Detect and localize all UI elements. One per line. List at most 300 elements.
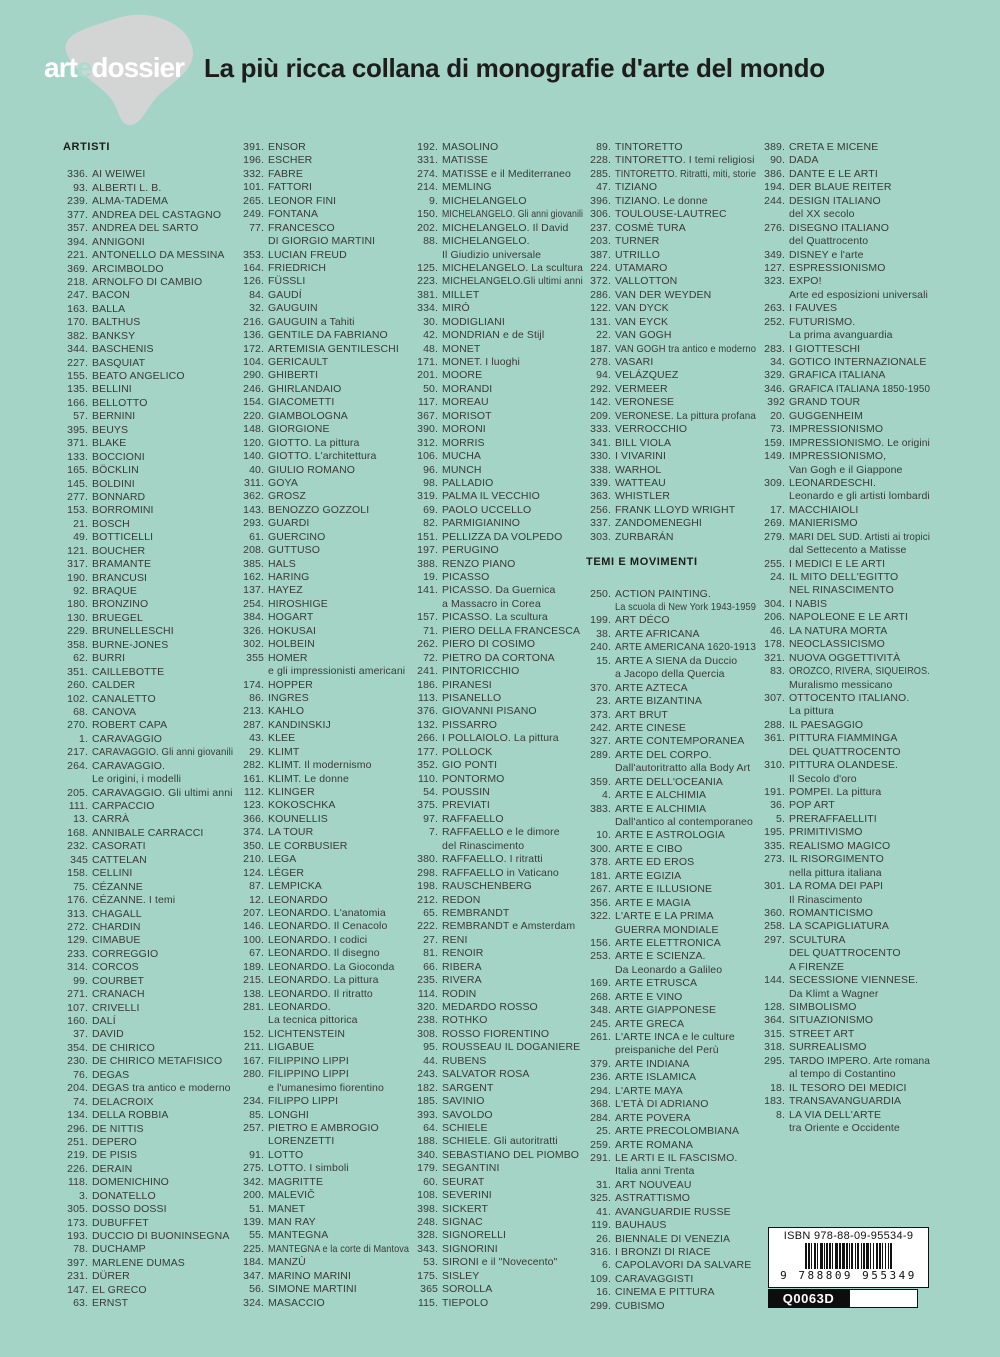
entry-number: 234.: [243, 1095, 264, 1108]
catalog-entry: [579, 628, 757, 641]
catalog-entry: [406, 316, 584, 329]
entry-title: LA ROMA DEI PAPI: [789, 880, 884, 893]
entry-title: RAFFAELLO: [442, 812, 504, 825]
catalog-entry: [232, 154, 410, 167]
entry-title: RIVERA: [442, 974, 482, 987]
entry-number: 248.: [417, 1216, 438, 1228]
entry-title: ROTHKO: [442, 1014, 488, 1027]
catalog-column-2: [232, 141, 410, 1310]
catalog-entry: [579, 829, 757, 842]
entry-number: 199.: [590, 614, 611, 627]
entry-number: 18.: [770, 1081, 785, 1094]
catalog-entry: [753, 262, 931, 275]
entry-number: 346.: [764, 382, 785, 395]
entry-title: SAVOLDO: [442, 1108, 493, 1121]
catalog-entry: [232, 947, 410, 960]
entry-number: 352.: [417, 759, 438, 772]
entry-title: IL PAESAGGIO: [789, 718, 864, 731]
product-code-ribbon: [768, 1289, 918, 1308]
entry-number: 153.: [67, 504, 88, 517]
entry-number: 204.: [67, 1082, 88, 1095]
catalog-entry: [232, 974, 410, 987]
catalog-entry: [56, 612, 234, 625]
catalog-entry-continuation: [406, 840, 584, 853]
catalog-entry: [579, 1112, 757, 1125]
entry-number: 71.: [423, 624, 438, 637]
catalog-entry: [232, 141, 410, 154]
catalog-entry: [753, 423, 931, 436]
entry-title: TINTORETTO. Ritratti, miti, storie: [615, 167, 757, 180]
entry-number: 299.: [590, 1299, 611, 1312]
entry-title: COURBET: [92, 974, 145, 987]
entry-number: 128.: [764, 1001, 785, 1013]
entry-title: VERONESE. La pittura profana: [615, 409, 756, 422]
catalog-entry: [232, 799, 410, 812]
entry-number: 267.: [590, 883, 611, 896]
entry-number: 374.: [243, 826, 264, 839]
entry-number: 235.: [417, 974, 438, 987]
catalog-entry: [753, 920, 931, 933]
entry-title: TINTORETTO. I temi religiosi: [615, 154, 755, 167]
entry-number: 261.: [590, 1031, 611, 1043]
entry-title: FONTANA: [268, 208, 319, 221]
entry-title: La scuola di New York 1943-1959: [615, 601, 757, 613]
entry-number: 51.: [249, 1202, 264, 1215]
entry-number: 247.: [67, 289, 88, 302]
catalog-entry: [406, 1082, 584, 1095]
catalog-entry: [579, 641, 757, 654]
entry-number: 290.: [243, 369, 264, 382]
catalog-entry: [753, 719, 931, 732]
entry-number: 49.: [73, 531, 88, 544]
entry-title: BRUEGEL: [92, 611, 143, 624]
entry-title: ZURBARÁN: [615, 530, 674, 543]
entry-number: 255.: [764, 557, 785, 570]
catalog-entry: [56, 276, 234, 289]
entry-title: INGRES: [268, 691, 309, 704]
entry-title: ALMA-TADEMA: [92, 195, 169, 208]
entry-number: 363.: [590, 490, 611, 503]
entry-title: CHARDIN: [92, 920, 141, 933]
entry-number: 313.: [67, 907, 88, 920]
entry-title: ARTE GIAPPONESE: [615, 1004, 717, 1017]
entry-title: SIMBOLISMO: [789, 1001, 857, 1013]
entry-title: ARTE E SCIENZA.: [615, 950, 706, 963]
entry-number: 31.: [596, 1178, 611, 1191]
catalog-entry: [406, 625, 584, 638]
entry-title: DESIGN ITALIANO: [789, 194, 881, 207]
entry-number: 329.: [764, 369, 785, 382]
catalog-entry: [232, 490, 410, 503]
entry-title: HOLBEIN: [268, 638, 315, 651]
entry-number: 229.: [67, 625, 88, 638]
entry-title: ZANDOMENEGHI: [615, 517, 702, 530]
catalog-entry: [406, 894, 584, 907]
entry-title: RODIN: [442, 987, 477, 1000]
catalog-entry: [232, 1189, 410, 1202]
entry-title: ANNIBALE CARRACCI: [92, 826, 204, 839]
entry-number: 63.: [73, 1297, 88, 1310]
entry-title: CORREGGIO: [92, 947, 159, 960]
entry-title: LICHTENSTEIN: [268, 1027, 346, 1040]
entry-title: ESPRESSIONISMO: [789, 261, 886, 274]
entry-title: DER BLAUE REITER: [789, 181, 892, 194]
catalog-entry: [56, 760, 234, 773]
catalog-entry: [56, 558, 234, 571]
entry-title: L'ETÀ DI ADRIANO: [615, 1098, 709, 1111]
entry-title: LA SCAPIGLIATURA: [789, 920, 890, 933]
catalog-entry: [56, 424, 234, 437]
catalog-entry: [232, 1162, 410, 1175]
entry-title: del XX secolo: [789, 208, 855, 221]
entry-title: SALVATOR ROSA: [442, 1068, 530, 1081]
entry-number: 56.: [249, 1283, 264, 1296]
catalog-entry: [406, 168, 584, 181]
entry-title: BAUHAUS: [615, 1219, 667, 1232]
catalog-entry: [56, 598, 234, 611]
catalog-entry: [232, 746, 410, 759]
entry-number: 7.: [429, 826, 438, 839]
catalog-entry: [579, 222, 757, 235]
barcode-digits: 9 788809 955349: [780, 1269, 917, 1282]
catalog-entry: [406, 826, 584, 839]
entry-number: 155.: [67, 370, 88, 382]
entry-title: LEONARDO: [268, 893, 328, 906]
entry-number: 253.: [590, 950, 611, 963]
entry-title: BASQUIAT: [92, 356, 146, 369]
entry-title: DEGAS tra antico e moderno: [92, 1082, 231, 1095]
catalog-entry: [579, 1085, 757, 1098]
entry-title: CUBISMO: [615, 1299, 665, 1312]
entry-title: CORCOS: [92, 961, 139, 974]
entry-title: MANIERISMO: [789, 517, 858, 530]
entry-number: 121.: [67, 544, 88, 557]
catalog-entry: [406, 1041, 584, 1054]
entry-number: 124.: [243, 866, 264, 879]
entry-number: 188.: [417, 1135, 438, 1148]
entry-number: 263.: [764, 302, 785, 315]
entry-title: ESCHER: [268, 154, 313, 167]
catalog-entry: [406, 329, 584, 342]
catalog-entry: [579, 1004, 757, 1017]
entry-number: 167.: [243, 1054, 264, 1067]
entry-number: 194.: [764, 181, 785, 194]
catalog-entry: [56, 652, 234, 665]
catalog-entry: [56, 867, 234, 880]
entry-title: WARHOL: [615, 463, 662, 476]
entry-number: 378.: [590, 856, 611, 869]
catalog-entry: [579, 1018, 757, 1031]
catalog-entry: [56, 1028, 234, 1041]
catalog-entry: [232, 759, 410, 772]
entry-title: VERONESE: [615, 396, 675, 409]
entry-number: 342.: [243, 1175, 264, 1188]
catalog-entry: [232, 840, 410, 853]
entry-title: LIGABUE: [268, 1041, 315, 1054]
entry-number: 141.: [417, 584, 438, 597]
entry-title: VAN GOGH tra antico e moderno: [615, 342, 757, 355]
entry-number: 206.: [764, 611, 785, 624]
entry-title: SEGANTINI: [442, 1162, 500, 1175]
entry-title: REALISMO MAGICO: [789, 839, 891, 852]
catalog-entry: [232, 1216, 410, 1229]
entry-title: DELACROIX: [92, 1095, 154, 1108]
entry-number: 269.: [764, 517, 785, 530]
entry-title: FÜSSLI: [268, 275, 306, 288]
catalog-entry: [406, 988, 584, 1001]
catalog-entry: [753, 477, 931, 490]
catalog-entry: [579, 937, 757, 950]
entry-title: SECESSIONE VIENNESE.: [789, 974, 919, 987]
catalog-entry: [232, 1270, 410, 1283]
catalog-entry: [56, 800, 234, 813]
catalog-entry: [232, 1122, 410, 1135]
entry-title: La pittura: [789, 705, 834, 718]
catalog-entry: [753, 813, 931, 826]
catalog-entry: [232, 1283, 410, 1296]
entry-number: 387.: [590, 248, 611, 261]
entry-title: FRIEDRICH: [268, 261, 327, 274]
entry-title: GHIBERTI: [268, 369, 319, 382]
catalog-entry: [406, 1297, 584, 1310]
entry-title: ART NOUVEAU: [615, 1178, 692, 1191]
catalog-entry: [232, 1041, 410, 1054]
catalog-entry: [579, 154, 757, 167]
entry-number: 102.: [67, 692, 88, 705]
entry-title: GUGGENHEIM: [789, 409, 863, 422]
entry-number: 355: [246, 651, 264, 664]
entry-number: 367.: [417, 409, 438, 422]
entry-title: SOROLLA: [442, 1283, 493, 1296]
entry-title: BURRI: [92, 652, 126, 665]
catalog-entry: [56, 195, 234, 208]
catalog-entry: [406, 275, 584, 288]
entry-title: LEONARDO. Il ritratto: [268, 987, 373, 1000]
entry-number: 10.: [596, 829, 611, 842]
entry-title: DE PISIS: [92, 1149, 138, 1162]
catalog-entry: [753, 383, 931, 396]
catalog-entry: [753, 356, 931, 369]
entry-number: 1.: [79, 732, 88, 745]
catalog-entry: [579, 977, 757, 990]
entry-title: MANTEGNA e la corte di Mantova: [268, 1242, 410, 1255]
catalog-entry: [406, 947, 584, 960]
catalog-entry: [56, 1042, 234, 1055]
entry-number: 274.: [417, 167, 438, 180]
entry-title: WATTEAU: [615, 476, 666, 489]
entry-number: 317.: [67, 558, 88, 571]
catalog-entry: [56, 1069, 234, 1082]
entry-title: OROZCO, RIVERA, SIQUEIROS.: [789, 665, 930, 678]
entry-title: BRONZINO: [92, 598, 149, 611]
entry-title: CATTELAN: [92, 853, 147, 866]
catalog-entry-continuation: [753, 235, 931, 248]
entry-title: GOYA: [268, 476, 298, 489]
entry-number: 142.: [590, 396, 611, 409]
isbn-text: ISBN 978-88-09-95534-9: [783, 1230, 914, 1242]
catalog-entry: [406, 1283, 584, 1296]
catalog-entry: [232, 826, 410, 839]
entry-number: 60.: [423, 1175, 438, 1188]
entry-title: LEONARDO. I codici: [268, 933, 368, 946]
entry-number: 312.: [417, 436, 438, 449]
entry-number: 83.: [770, 665, 785, 678]
entry-title: REMBRANDT e Amsterdam: [442, 920, 576, 933]
catalog-entry: [56, 1176, 234, 1189]
catalog-entry: [56, 303, 234, 316]
entry-number: 180.: [67, 598, 88, 611]
entry-title: ARTE A SIENA da Duccio: [615, 654, 738, 667]
entry-title: MASACCIO: [268, 1296, 325, 1309]
entry-number: 397.: [67, 1256, 88, 1269]
entry-title: dal Settecento a Matisse: [789, 544, 907, 557]
entry-number: 4.: [602, 789, 611, 802]
catalog-entry: [406, 786, 584, 799]
entry-number: 130.: [67, 611, 88, 624]
entry-number: 182.: [417, 1081, 438, 1094]
catalog-entry: [232, 450, 410, 463]
entry-title: del Quattrocento: [789, 235, 869, 248]
entry-number: 85.: [249, 1108, 264, 1121]
entry-number: 350.: [243, 839, 264, 852]
entry-title: IMPRESSIONISMO. Le origini: [789, 436, 930, 449]
entry-number: 84.: [249, 288, 264, 301]
entry-number: 260.: [67, 679, 88, 692]
catalog-entry: [56, 1123, 234, 1136]
catalog-entry: [56, 1257, 234, 1270]
entry-title: RAFFAELLO e le dimore: [442, 826, 560, 839]
entry-title: GROSZ: [268, 490, 306, 503]
column-spacer: [56, 154, 234, 168]
entry-number: 394.: [67, 235, 88, 248]
entry-title: KLIMT: [268, 745, 300, 758]
entry-title: BEUYS: [92, 423, 129, 436]
catalog-entry: [406, 1162, 584, 1175]
catalog-entry: [232, 853, 410, 866]
logo-dossier: dossier: [91, 52, 184, 83]
catalog-entry: [56, 908, 234, 921]
entry-number: 185.: [417, 1095, 438, 1108]
entry-number: 53.: [423, 1256, 438, 1269]
entry-number: 20.: [770, 409, 785, 422]
entry-number: 356.: [590, 896, 611, 909]
catalog-entry: [406, 961, 584, 974]
catalog-entry-continuation: [753, 867, 931, 880]
entry-title: PICASSO. Da Guernica: [442, 584, 556, 597]
entry-title: MICHELANGELO. Il David: [442, 221, 569, 234]
catalog-entry: [406, 880, 584, 893]
catalog-entry: [753, 598, 931, 611]
entry-title: CINEMA E PITTURA: [615, 1286, 715, 1299]
catalog-entry: [579, 1139, 757, 1152]
entry-title: VERMEER: [615, 382, 668, 395]
catalog-entry: [56, 168, 234, 181]
catalog-entry: [232, 423, 410, 436]
entry-number: 6.: [602, 1259, 611, 1272]
entry-title: ARTE EGIZIA: [615, 869, 682, 882]
entry-number: 191.: [764, 786, 785, 798]
entry-number: 284.: [590, 1111, 611, 1124]
catalog-entry: [753, 1109, 931, 1122]
entry-title: GENTILE DA FABRIANO: [268, 329, 388, 342]
entry-number: 179.: [417, 1162, 438, 1175]
catalog-entry: [579, 396, 757, 409]
entry-number: 391.: [243, 141, 264, 153]
catalog-entry: [56, 518, 234, 531]
catalog-entry: [232, 867, 410, 880]
entry-title: LEONARDO. Il Cenacolo: [268, 920, 388, 933]
catalog-entry-continuation: [753, 289, 931, 302]
entry-title: L'ARTE MAYA: [615, 1084, 683, 1097]
entry-number: 195.: [764, 826, 785, 839]
entry-number: 262.: [417, 638, 438, 651]
entry-number: 55.: [249, 1229, 264, 1242]
catalog-entry: [579, 1233, 757, 1246]
catalog-entry: [232, 1055, 410, 1068]
catalog-entry: [56, 961, 234, 974]
barcode-bars: [776, 1243, 922, 1269]
catalog-entry: [56, 209, 234, 222]
entry-title: PINTORICCHIO: [442, 665, 520, 678]
catalog-entry: [232, 813, 410, 826]
catalog-entry: [753, 1082, 931, 1095]
catalog-entry: [753, 249, 931, 262]
catalog-entry: [56, 975, 234, 988]
catalog-entry: [56, 1002, 234, 1015]
entry-number: 114.: [417, 987, 438, 1000]
entry-number: 319.: [417, 490, 438, 503]
entry-number: 87.: [249, 880, 264, 893]
catalog-entry: [56, 948, 234, 961]
entry-number: 393.: [417, 1108, 438, 1121]
entry-title: MANET: [268, 1202, 306, 1215]
entry-title: ROSSO FIORENTINO: [442, 1027, 550, 1040]
entry-title: Dall'antico al contemporaneo: [615, 816, 753, 828]
entry-title: VERROCCHIO: [615, 423, 688, 436]
entry-number: 3.: [79, 1189, 88, 1202]
catalog-entry: [56, 679, 234, 692]
catalog-entry: [406, 544, 584, 557]
catalog-entry: [579, 517, 757, 530]
entry-title: TIZIANO. Le donne: [615, 194, 708, 207]
entry-number: 380.: [417, 853, 438, 866]
entry-number: 361.: [764, 732, 785, 745]
catalog-entry: [406, 558, 584, 571]
catalog-entry: [232, 894, 410, 907]
entry-title: ARTE E VINO: [615, 990, 683, 1003]
entry-title: SCHIELE. Gli autoritratti: [442, 1135, 558, 1148]
catalog-entry: [406, 450, 584, 463]
entry-title: NEOCLASSICISMO: [789, 638, 885, 651]
entry-number: 37.: [73, 1028, 88, 1041]
entry-title: SEURAT: [442, 1175, 485, 1188]
catalog-entry: [579, 776, 757, 789]
entry-number: 154.: [243, 396, 264, 409]
catalog-entry: [406, 907, 584, 920]
entry-number: 316.: [590, 1246, 611, 1258]
logo-e-accent: e: [76, 52, 92, 83]
entry-number: 280.: [243, 1068, 264, 1081]
entry-title: DISEGNO ITALIANO: [789, 221, 890, 234]
catalog-entry: [232, 638, 410, 651]
entry-title: MACCHIAIOLI: [789, 503, 859, 516]
entry-title: GRAND TOUR: [789, 396, 861, 409]
entry-number: 46.: [770, 624, 785, 637]
catalog-entry: [232, 1109, 410, 1122]
catalog-entry: [232, 1176, 410, 1189]
entry-title: RUBENS: [442, 1054, 487, 1067]
entry-title: KLEE: [268, 732, 296, 745]
